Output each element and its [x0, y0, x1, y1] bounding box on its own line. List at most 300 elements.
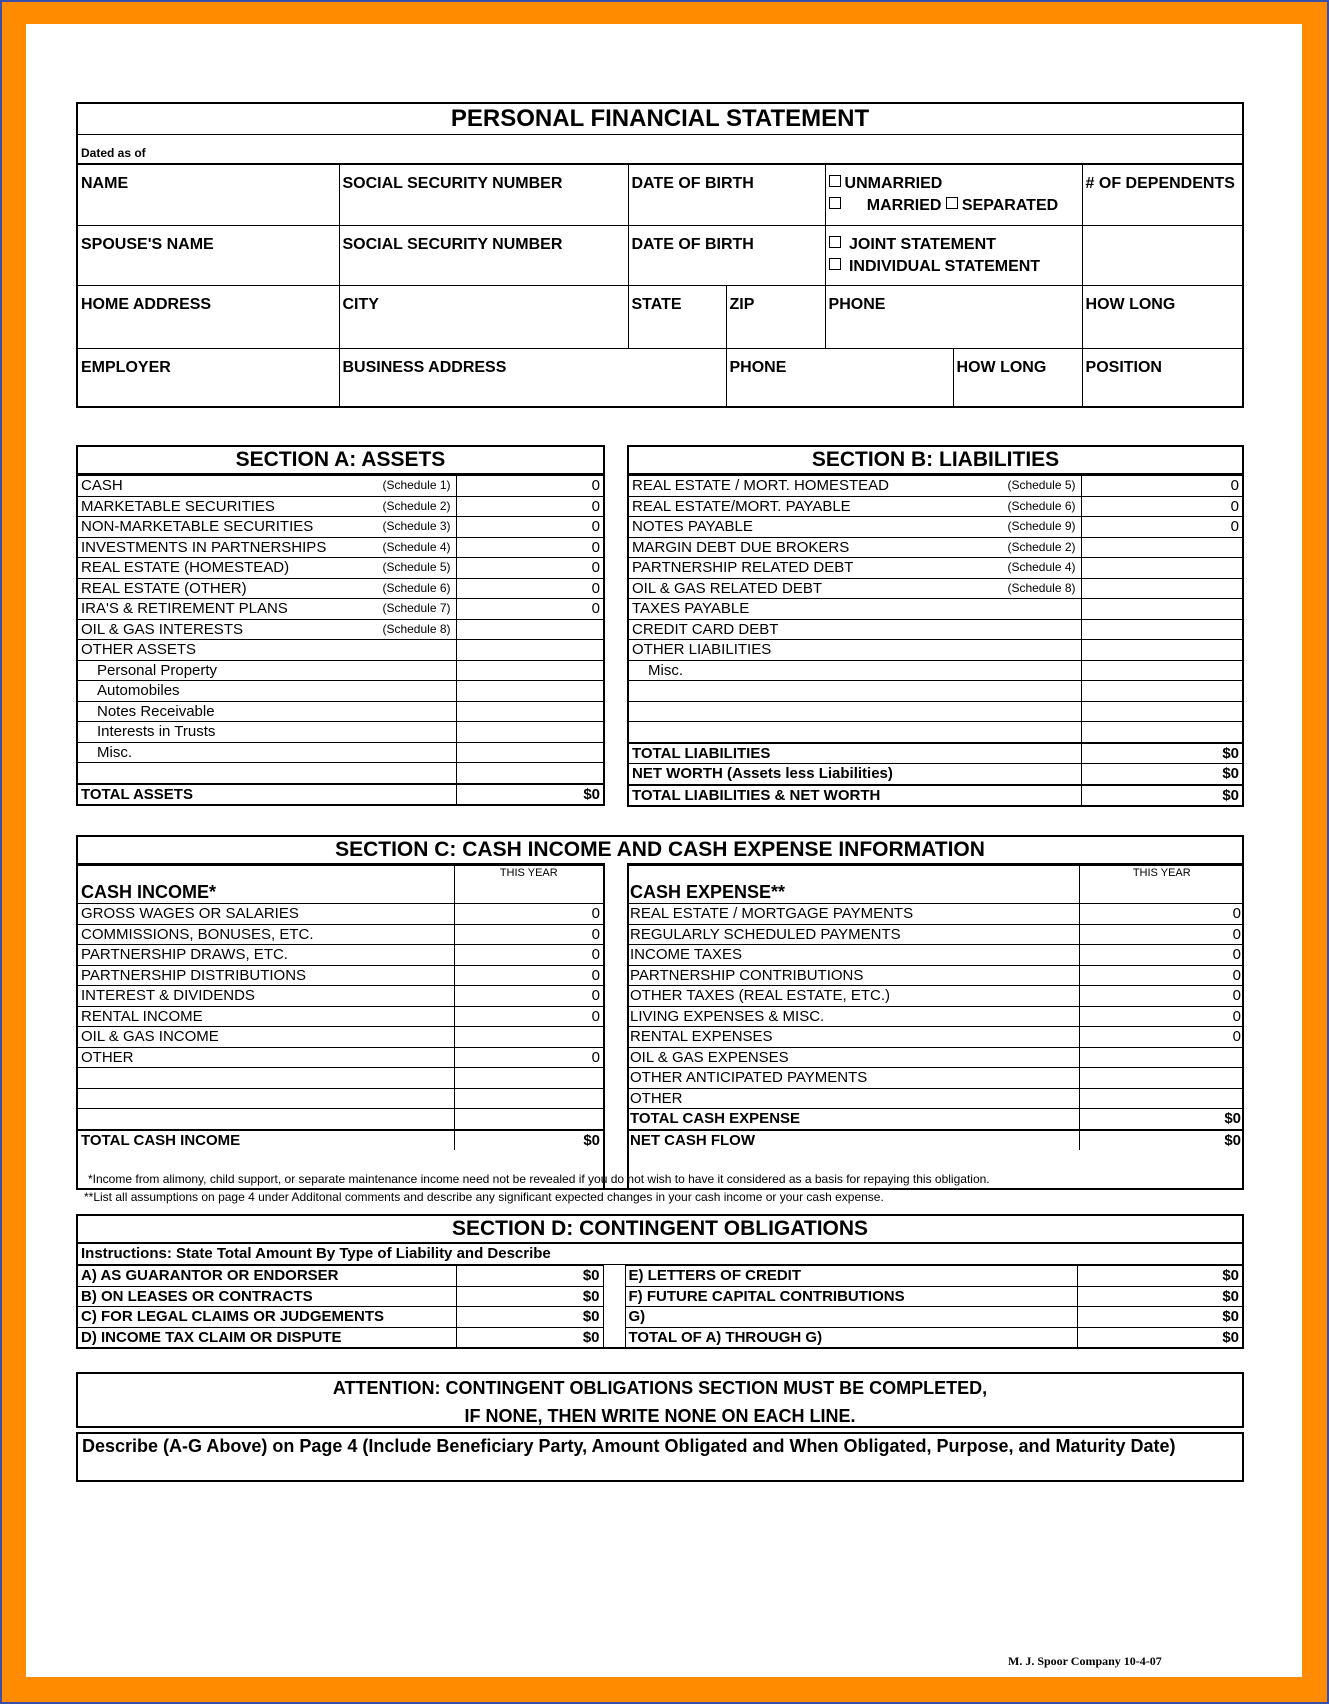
asset-row-label-cell — [78, 496, 456, 517]
asset-row-label-cell — [78, 742, 456, 763]
dependents-field[interactable]: # OF DEPENDENTS — [1082, 165, 1244, 225]
liability-row-label-cell — [629, 517, 1081, 538]
asset-row-label-cell — [78, 722, 456, 743]
net-cash-flow-value: $0 — [1079, 1130, 1244, 1151]
asset-row-value[interactable] — [456, 681, 603, 702]
unmarried-checkbox[interactable] — [829, 175, 841, 187]
asset-row-label: INVESTMENTS IN PARTNERSHIPS — [81, 538, 327, 556]
expense-row-value[interactable]: 0 — [1079, 1027, 1244, 1048]
liability-row-value[interactable]: 0 — [1081, 517, 1242, 538]
liability-row — [629, 640, 1242, 661]
expense-row-label-cell — [627, 1027, 1079, 1048]
asset-row-value[interactable] — [456, 660, 603, 681]
liability-row-label-cell — [629, 578, 1081, 599]
expense-row — [627, 1006, 1244, 1027]
expense-row-label: LIVING EXPENSES & MISC. — [630, 1007, 825, 1025]
asset-row-value[interactable]: 0 — [456, 558, 603, 579]
personal-info-table — [78, 165, 1244, 406]
expense-row-value[interactable] — [1079, 1088, 1244, 1109]
total-cash-income-label: TOTAL CASH INCOME — [78, 1130, 454, 1151]
asset-row-label: Interests in Trusts — [97, 723, 216, 740]
liabilities-section — [627, 445, 1244, 807]
asset-row — [78, 578, 603, 599]
assets-title: SECTION A: ASSETS — [78, 447, 603, 475]
net-cash-flow-label: NET CASH FLOW — [627, 1130, 1079, 1151]
liability-row-value[interactable] — [1081, 660, 1242, 681]
asset-row-schedule: (Schedule 4) — [382, 539, 451, 554]
contingent-left-value[interactable]: $0 — [456, 1286, 603, 1307]
expense-row-label-cell — [627, 986, 1079, 1007]
asset-row-value[interactable] — [456, 763, 603, 784]
contingent-row — [78, 1286, 1242, 1307]
attention-box — [76, 1372, 1244, 1428]
cash-expense-table — [627, 865, 1244, 1150]
income-row — [78, 1006, 603, 1027]
form-page — [26, 24, 1302, 1677]
expense-row-value[interactable]: 0 — [1079, 986, 1244, 1007]
total-liabilities-label: TOTAL LIABILITIES — [629, 743, 1081, 764]
contingent-right-value[interactable]: $0 — [1077, 1307, 1242, 1328]
liability-row — [629, 496, 1242, 517]
employer-phone-field[interactable]: PHONE — [726, 348, 953, 406]
income-row-value[interactable]: 0 — [454, 1006, 603, 1027]
liability-row-value[interactable] — [1081, 537, 1242, 558]
expense-row — [627, 924, 1244, 945]
liability-row-schedule: (Schedule 9) — [1007, 519, 1076, 533]
empty-cell — [1082, 225, 1244, 285]
expense-row-label: OIL & GAS EXPENSES — [630, 1048, 789, 1066]
income-row-value[interactable]: 0 — [454, 965, 603, 986]
describe-field[interactable]: Describe (A-G Above) on Page 4 (Include Beneficiary Party, Amount Obligated and When Obligated, Purpose, and Maturity Date) — [76, 1432, 1244, 1482]
liability-row-label-cell — [629, 660, 1081, 681]
income-row — [78, 965, 603, 986]
asset-row-label: OIL & GAS INTERESTS — [81, 620, 243, 638]
expense-row-label: PARTNERSHIP CONTRIBUTIONS — [630, 966, 864, 984]
expense-row-label-cell — [627, 965, 1079, 986]
contingent-row — [78, 1307, 1242, 1328]
expense-row-label: INCOME TAXES — [630, 946, 742, 963]
liability-row-label: OIL & GAS RELATED DEBT — [632, 579, 823, 597]
liability-row — [629, 681, 1242, 702]
income-row-label-cell — [78, 924, 454, 945]
asset-row — [78, 599, 603, 620]
liabilities-title: SECTION B: LIABILITIES — [629, 447, 1242, 475]
income-row-label: OTHER — [81, 1048, 134, 1066]
asset-row — [78, 660, 603, 681]
ssn-field[interactable]: SOCIAL SECURITY NUMBER — [339, 165, 628, 225]
spouse-dob-field[interactable]: DATE OF BIRTH — [628, 225, 825, 285]
asset-row-schedule: (Schedule 1) — [382, 478, 451, 492]
spouse-name-field[interactable]: SPOUSE'S NAME — [78, 225, 339, 285]
total-assets-value: $0 — [456, 784, 603, 805]
expense-row-label-cell — [627, 904, 1079, 925]
position-field[interactable]: POSITION — [1082, 348, 1244, 406]
expense-row-label-cell — [627, 1068, 1079, 1089]
asset-row-value[interactable] — [456, 722, 603, 743]
asset-row-label-cell — [78, 681, 456, 702]
income-row-value[interactable] — [454, 1027, 603, 1048]
asset-row-value[interactable]: 0 — [456, 537, 603, 558]
income-row-label-cell — [78, 986, 454, 1007]
asset-row-label: Notes Receivable — [97, 702, 215, 720]
expense-row-value[interactable]: 0 — [1079, 1006, 1244, 1027]
contingent-table — [78, 1265, 1242, 1347]
liability-row-label-cell — [629, 558, 1081, 579]
income-row — [78, 1047, 603, 1068]
liability-row-label: REAL ESTATE/MORT. PAYABLE — [632, 497, 851, 515]
asset-row — [78, 701, 603, 722]
statement-type-cell — [825, 225, 1082, 285]
income-row-label-cell — [78, 1027, 454, 1048]
unmarried-label: UNMARRIED — [844, 175, 943, 192]
total-liabilities-value: $0 — [1081, 743, 1242, 764]
state-field[interactable]: STATE — [628, 285, 726, 348]
zip-field[interactable]: ZIP — [726, 285, 825, 348]
liability-row-value[interactable] — [1081, 599, 1242, 620]
asset-row-label-cell — [78, 701, 456, 722]
liability-row-label-cell — [629, 722, 1081, 743]
liability-row-value[interactable]: 0 — [1081, 476, 1242, 497]
contingent-left-value[interactable]: $0 — [456, 1307, 603, 1328]
asset-row-label-cell — [78, 640, 456, 661]
individual-statement-checkbox[interactable] — [829, 258, 841, 270]
contingent-right-value[interactable]: $0 — [1077, 1266, 1242, 1287]
income-row — [78, 1068, 603, 1089]
total-assets-label: TOTAL ASSETS — [78, 784, 456, 805]
asset-row-label: REAL ESTATE (HOMESTEAD) — [81, 559, 290, 576]
liability-row-label: TAXES PAYABLE — [632, 600, 750, 617]
home-address-field[interactable]: HOME ADDRESS — [78, 285, 339, 348]
asset-row-label: Personal Property — [97, 661, 218, 679]
expense-row-label: OTHER TAXES (REAL ESTATE, ETC.) — [630, 987, 891, 1004]
footer-credit: M. J. Spoor Company 10-4-07 — [1008, 1654, 1162, 1668]
income-row-value[interactable] — [454, 1068, 603, 1089]
liability-row-label: PARTNERSHIP RELATED DEBT — [632, 559, 854, 576]
liability-row-label-cell — [629, 701, 1081, 722]
asset-row-label: Misc. — [97, 743, 132, 761]
expense-row-label: RENTAL EXPENSES — [630, 1028, 773, 1045]
married-label: MARRIED — [866, 197, 942, 214]
asset-row-label-cell — [78, 537, 456, 558]
contingent-gap — [603, 1307, 625, 1328]
income-footnote: *Income from alimony, child support, or separate maintenance income need not be revealed if you do not wish to have it considered as a basis for repaying this obligation. — [88, 1172, 990, 1186]
contingent-gap — [603, 1286, 625, 1307]
liability-row — [629, 722, 1242, 743]
asset-row-label-cell — [78, 660, 456, 681]
column-separator — [603, 863, 629, 1188]
income-row-label: OIL & GAS INCOME — [81, 1028, 219, 1045]
liability-row — [629, 619, 1242, 640]
cash-income-table — [78, 865, 603, 1150]
income-row-label: INTEREST & DIVIDENDS — [81, 987, 255, 1004]
liability-row-value[interactable] — [1081, 619, 1242, 640]
married-checkbox[interactable] — [829, 197, 841, 209]
income-row-label: COMMISSIONS, BONUSES, ETC. — [81, 925, 314, 943]
individual-statement-label: INDIVIDUAL STATEMENT — [848, 257, 1041, 275]
asset-row-value[interactable] — [456, 619, 603, 640]
expense-row-label: REGULARLY SCHEDULED PAYMENTS — [630, 925, 901, 943]
cash-expense-heading: CASH EXPENSE** — [627, 866, 1079, 904]
expense-row — [627, 1047, 1244, 1068]
income-row — [78, 924, 603, 945]
expense-row-value[interactable] — [1079, 1068, 1244, 1089]
expense-row-label: REAL ESTATE / MORTGAGE PAYMENTS — [630, 905, 914, 922]
liability-row-schedule: (Schedule 6) — [1007, 498, 1076, 513]
asset-row — [78, 681, 603, 702]
liability-row-label: OTHER LIABILITIES — [632, 641, 772, 658]
liability-row — [629, 558, 1242, 579]
asset-row — [78, 763, 603, 784]
name-field[interactable]: NAME — [78, 165, 339, 225]
income-row-label-cell — [78, 1006, 454, 1027]
cash-income-heading: CASH INCOME* — [78, 866, 454, 904]
total-cash-income-value: $0 — [454, 1130, 603, 1151]
liability-row-value[interactable] — [1081, 701, 1242, 722]
expense-row-value[interactable] — [1079, 1047, 1244, 1068]
joint-statement-label: JOINT STATEMENT — [848, 235, 996, 253]
asset-row-label-cell — [78, 476, 456, 497]
income-row-value[interactable]: 0 — [454, 986, 603, 1007]
expense-row-label: OTHER ANTICIPATED PAYMENTS — [630, 1069, 868, 1086]
asset-row-label: REAL ESTATE (OTHER) — [81, 579, 247, 597]
income-row-label: PARTNERSHIP DRAWS, ETC. — [81, 946, 288, 963]
joint-statement-checkbox[interactable] — [829, 236, 841, 248]
liability-row-value[interactable]: 0 — [1081, 496, 1242, 517]
expense-row-value[interactable]: 0 — [1079, 945, 1244, 966]
income-row-value[interactable] — [454, 1109, 603, 1130]
dob-field[interactable]: DATE OF BIRTH — [628, 165, 825, 225]
expense-row-label-cell — [627, 1047, 1079, 1068]
liability-row-label: MARGIN DEBT DUE BROKERS — [632, 538, 850, 556]
asset-row-value[interactable]: 0 — [456, 578, 603, 599]
asset-row — [78, 558, 603, 579]
liability-row-label: CREDIT CARD DEBT — [632, 620, 779, 638]
contingent-right-label: E) LETTERS OF CREDIT — [625, 1266, 1077, 1287]
asset-row-label-cell — [78, 517, 456, 538]
liability-row-schedule: (Schedule 2) — [1007, 539, 1076, 554]
income-row-label: RENTAL INCOME — [81, 1007, 203, 1025]
personal-info-section — [76, 102, 1244, 408]
expense-row — [627, 1027, 1244, 1048]
contingent-instructions: Instructions: State Total Amount By Type of Liability and Describe — [78, 1244, 1242, 1265]
asset-row-value[interactable]: 0 — [456, 476, 603, 497]
asset-row — [78, 537, 603, 558]
asset-row-value[interactable]: 0 — [456, 496, 603, 517]
phone-field[interactable]: PHONE — [825, 285, 1082, 348]
contingent-row — [78, 1266, 1242, 1287]
marital-status-cell — [825, 165, 1082, 225]
form-title: PERSONAL FINANCIAL STATEMENT — [78, 104, 1242, 135]
asset-row-label-cell — [78, 763, 456, 784]
asset-row — [78, 722, 603, 743]
income-row-value[interactable]: 0 — [454, 904, 603, 925]
liability-row-schedule: (Schedule 8) — [1007, 580, 1076, 595]
liability-row-schedule: (Schedule 4) — [1007, 560, 1076, 574]
contingent-gap — [603, 1266, 625, 1287]
contingent-right-value[interactable]: $0 — [1077, 1286, 1242, 1307]
this-year-income-heading: THIS YEAR — [454, 866, 603, 904]
asset-row — [78, 496, 603, 517]
liability-row — [629, 660, 1242, 681]
liability-row-label-cell — [629, 476, 1081, 497]
contingent-title: SECTION D: CONTINGENT OBLIGATIONS — [78, 1216, 1242, 1244]
liability-row-label-cell — [629, 496, 1081, 517]
asset-row-label-cell — [78, 578, 456, 599]
expense-row — [627, 1068, 1244, 1089]
liabilities-table — [629, 475, 1242, 805]
income-row-value[interactable]: 0 — [454, 1047, 603, 1068]
contingent-left-value[interactable]: $0 — [456, 1266, 603, 1287]
employer-field[interactable]: EMPLOYER — [78, 348, 339, 406]
asset-row-label: MARKETABLE SECURITIES — [81, 497, 275, 515]
employer-how-long-field[interactable]: HOW LONG — [953, 348, 1082, 406]
city-field[interactable]: CITY — [339, 285, 628, 348]
cash-section — [76, 835, 1244, 1190]
expense-row-value[interactable]: 0 — [1079, 904, 1244, 925]
expense-row-label-cell — [627, 945, 1079, 966]
expense-row — [627, 986, 1244, 1007]
asset-row — [78, 619, 603, 640]
liability-row — [629, 476, 1242, 497]
income-row-label: PARTNERSHIP DISTRIBUTIONS — [81, 966, 307, 984]
asset-row-label-cell — [78, 599, 456, 620]
asset-row-label: OTHER ASSETS — [81, 641, 197, 658]
how-long-field[interactable]: HOW LONG — [1082, 285, 1244, 348]
net-worth-label: NET WORTH (Assets less Liabilities) — [629, 764, 1081, 785]
income-row-value[interactable]: 0 — [454, 945, 603, 966]
liability-row — [629, 578, 1242, 599]
liability-row-label-cell — [629, 619, 1081, 640]
asset-row — [78, 517, 603, 538]
contingent-right-label: G) — [625, 1307, 1077, 1328]
income-row-value[interactable]: 0 — [454, 924, 603, 945]
contingent-left-label: C) FOR LEGAL CLAIMS OR JUDGEMENTS — [78, 1307, 456, 1328]
asset-row-schedule: (Schedule 2) — [382, 498, 451, 513]
expense-row-value[interactable]: 0 — [1079, 924, 1244, 945]
income-row-label-cell — [78, 904, 454, 925]
attention-line-2: IF NONE, THEN WRITE NONE ON EACH LINE. — [464, 1406, 856, 1426]
asset-row-label: IRA'S & RETIREMENT PLANS — [81, 600, 288, 617]
contingent-left-value[interactable]: $0 — [456, 1327, 603, 1347]
contingent-left-label: D) INCOME TAX CLAIM OR DISPUTE — [78, 1327, 456, 1347]
liability-row-label: NOTES PAYABLE — [632, 518, 753, 535]
income-row — [78, 945, 603, 966]
expense-row-label-cell — [627, 1088, 1079, 1109]
separated-checkbox[interactable] — [946, 197, 958, 209]
asset-row-schedule: (Schedule 8) — [382, 621, 451, 636]
liability-row-value[interactable] — [1081, 681, 1242, 702]
expense-row — [627, 945, 1244, 966]
asset-row-value[interactable] — [456, 640, 603, 661]
expense-footnote: **List all assumptions on page 4 under Additonal comments and describe any significant expected changes in your cash income or your cash expense. — [84, 1190, 884, 1204]
contingent-left-label: A) AS GUARANTOR OR ENDORSER — [78, 1266, 456, 1287]
liability-row — [629, 701, 1242, 722]
asset-row-label: CASH — [81, 477, 123, 494]
total-liabilities-net-worth-value: $0 — [1081, 785, 1242, 806]
income-row — [78, 986, 603, 1007]
expense-row-label: OTHER — [630, 1089, 683, 1107]
asset-row — [78, 742, 603, 763]
assets-table — [78, 475, 603, 804]
liability-row — [629, 517, 1242, 538]
liability-row-label-cell — [629, 599, 1081, 620]
this-year-expense-heading: THIS YEAR — [1079, 866, 1244, 904]
income-row-label-cell — [78, 1088, 454, 1109]
expense-row — [627, 904, 1244, 925]
asset-row-schedule: (Schedule 5) — [382, 560, 451, 574]
liability-row-schedule: (Schedule 5) — [1007, 478, 1076, 492]
dated-as-of-field[interactable]: Dated as of — [78, 135, 1242, 165]
liability-row-label-cell — [629, 681, 1081, 702]
net-worth-value: $0 — [1081, 764, 1242, 785]
total-liabilities-net-worth-label: TOTAL LIABILITIES & NET WORTH — [629, 785, 1081, 806]
asset-row-value[interactable]: 0 — [456, 599, 603, 620]
contingent-row — [78, 1327, 1242, 1347]
expense-row — [627, 965, 1244, 986]
contingent-section — [76, 1214, 1244, 1349]
liability-row-label-cell — [629, 640, 1081, 661]
income-row — [78, 904, 603, 925]
income-row-label-cell — [78, 945, 454, 966]
contingent-right-label: TOTAL OF A) THROUGH G) — [625, 1327, 1077, 1347]
expense-row-label-cell — [627, 924, 1079, 945]
business-address-field[interactable]: BUSINESS ADDRESS — [339, 348, 726, 406]
contingent-gap — [603, 1327, 625, 1347]
income-row — [78, 1027, 603, 1048]
asset-row-schedule: (Schedule 6) — [382, 580, 451, 595]
asset-row-value[interactable] — [456, 701, 603, 722]
income-row — [78, 1088, 603, 1109]
liability-row-label: REAL ESTATE / MORT. HOMESTEAD — [632, 477, 889, 494]
income-row-label: GROSS WAGES OR SALARIES — [81, 905, 299, 922]
contingent-right-value[interactable]: $0 — [1077, 1327, 1242, 1347]
expense-row-label-cell — [627, 1006, 1079, 1027]
asset-row — [78, 476, 603, 497]
total-cash-expense-value: $0 — [1079, 1109, 1244, 1130]
total-cash-expense-label: TOTAL CASH EXPENSE — [627, 1109, 1079, 1130]
income-row-label-cell — [78, 1068, 454, 1089]
spouse-ssn-field[interactable]: SOCIAL SECURITY NUMBER — [339, 225, 628, 285]
income-row-label-cell — [78, 1109, 454, 1130]
contingent-left-label: B) ON LEASES OR CONTRACTS — [78, 1286, 456, 1307]
liability-row-value[interactable] — [1081, 578, 1242, 599]
asset-row-schedule: (Schedule 7) — [382, 601, 451, 615]
income-row-value[interactable] — [454, 1088, 603, 1109]
liability-row-value[interactable] — [1081, 722, 1242, 743]
asset-row-label-cell — [78, 619, 456, 640]
liability-row — [629, 537, 1242, 558]
cash-title: SECTION C: CASH INCOME AND CASH EXPENSE INFORMATION — [78, 837, 1242, 865]
contingent-right-label: F) FUTURE CAPITAL CONTRIBUTIONS — [625, 1286, 1077, 1307]
income-row — [78, 1109, 603, 1130]
liability-row — [629, 599, 1242, 620]
income-row-label-cell — [78, 1047, 454, 1068]
separated-label: SEPARATED — [961, 197, 1059, 214]
income-row-label-cell — [78, 965, 454, 986]
assets-section — [76, 445, 605, 806]
attention-line-1: ATTENTION: CONTINGENT OBLIGATIONS SECTION MUST BE COMPLETED, — [332, 1378, 988, 1398]
expense-row-value[interactable]: 0 — [1079, 965, 1244, 986]
asset-row-value[interactable] — [456, 742, 603, 763]
liability-row-value[interactable] — [1081, 640, 1242, 661]
liability-row-label-cell — [629, 537, 1081, 558]
asset-row-schedule: (Schedule 3) — [382, 519, 451, 533]
liability-row-label: Misc. — [648, 661, 683, 679]
liability-row-value[interactable] — [1081, 558, 1242, 579]
asset-row-value[interactable]: 0 — [456, 517, 603, 538]
expense-row — [627, 1088, 1244, 1109]
asset-row — [78, 640, 603, 661]
